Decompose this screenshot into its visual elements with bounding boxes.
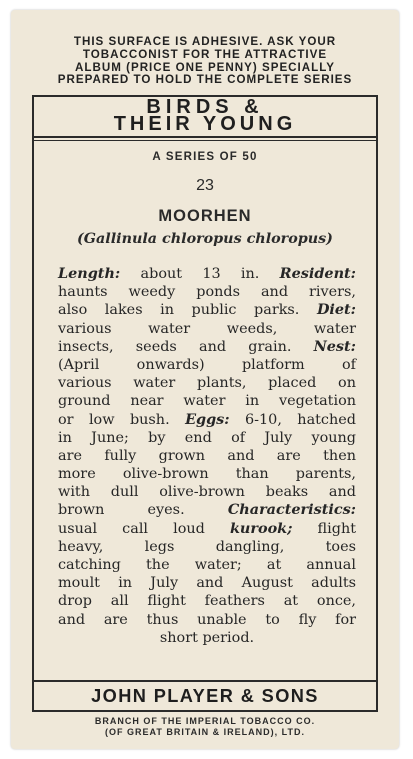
card-number: 23	[196, 177, 214, 194]
description-line	[58, 301, 356, 319]
description-segment: with dull olive-brown beaks and	[58, 484, 356, 501]
description-segment: haunts weedy ponds and rivers,	[58, 284, 356, 301]
latin-name: (Gallinula chloropus chloropus)	[77, 231, 333, 247]
description-line	[58, 501, 356, 519]
description-segment: about 13 in.	[120, 266, 280, 282]
cigarette-card	[11, 10, 399, 749]
description-segment: heavy, legs dangling, toes	[58, 538, 356, 555]
description-segment: are fully grown and are then	[58, 447, 356, 464]
description-segment: ground near water in vegetation	[58, 393, 356, 410]
description-italic-term: Resident:	[279, 265, 356, 282]
description-segment: short period.	[159, 629, 255, 646]
description-segment: brown eyes.	[58, 502, 228, 519]
footer-line: BRANCH OF THE IMPERIAL TOBACCO CO.	[94, 716, 316, 726]
footer-note	[11, 716, 399, 738]
series-title-box	[34, 97, 376, 138]
description-segment: insects, seeds and grain.	[58, 338, 314, 355]
description-line	[58, 556, 356, 574]
description-segment: in June; by end of July young	[58, 429, 356, 446]
card-frame	[32, 95, 378, 712]
description-line	[58, 465, 356, 483]
manufacturer-name: JOHN PLAYER & SONS	[91, 686, 319, 706]
description-segment: and are thus unable to fly for	[58, 611, 356, 628]
description-line	[58, 392, 356, 410]
description-italic-term: Length:	[58, 265, 121, 282]
description-line	[58, 574, 356, 592]
description-italic-term: Nest:	[313, 337, 356, 355]
adhesive-notice-line: TOBACCONIST FOR THE ATTRACTIVE	[82, 47, 328, 61]
series-title-line1: BIRDS &	[146, 96, 264, 118]
description-line	[58, 265, 356, 283]
description-panel	[34, 140, 376, 682]
description-italic-term: kurook;	[229, 519, 293, 537]
description-segment: drop all flight feathers at once,	[58, 593, 356, 610]
description-segment: 6-10, hatched	[229, 411, 356, 428]
adhesive-notice-line: PREPARED TO HOLD THE COMPLETE SERIES	[57, 73, 353, 87]
description-line	[58, 429, 356, 447]
adhesive-notice	[11, 36, 399, 87]
description-italic-term: Characteristics:	[227, 501, 356, 519]
description-segment: also lakes in public parks.	[58, 302, 317, 319]
description-line	[58, 483, 356, 501]
description-line	[58, 356, 356, 374]
description-line	[58, 520, 356, 538]
description-segment: various water weeds, water	[58, 320, 356, 337]
description-text	[58, 265, 356, 647]
description-italic-term: Diet:	[316, 301, 356, 319]
description-line	[58, 338, 356, 356]
description-line	[58, 283, 356, 301]
description-line	[58, 320, 356, 338]
description-segment: (April onwards) platform of	[58, 356, 356, 373]
description-segment: usual call loud	[58, 520, 230, 537]
description-segment: catching the water; at annual	[58, 557, 356, 573]
description-segment: more olive-brown than parents,	[58, 466, 356, 483]
description-line	[58, 629, 356, 647]
description-segment: various water plants, placed on	[58, 375, 356, 392]
series-subtitle: A SERIES OF 50	[152, 151, 258, 163]
description-italic-term: Eggs:	[185, 410, 230, 428]
description-segment: or low bush.	[58, 411, 186, 428]
description-line	[58, 611, 356, 629]
description-line	[58, 374, 356, 392]
description-line	[58, 411, 356, 429]
description-segment: moult in July and August adults	[58, 575, 356, 592]
description-line	[58, 447, 356, 465]
adhesive-notice-line: ALBUM (PRICE ONE PENNY) SPECIALLY	[75, 60, 335, 74]
description-segment: flight	[292, 520, 356, 537]
description-line	[58, 592, 356, 610]
description-line	[58, 538, 356, 556]
footer-line: (OF GREAT BRITAIN & IRELAND), LTD.	[105, 727, 305, 737]
adhesive-notice-line: THIS SURFACE IS ADHESIVE. ASK YOUR	[73, 35, 337, 48]
series-title-line2: THEIR YOUNG	[113, 113, 297, 135]
bird-name: MOORHEN	[158, 207, 252, 225]
